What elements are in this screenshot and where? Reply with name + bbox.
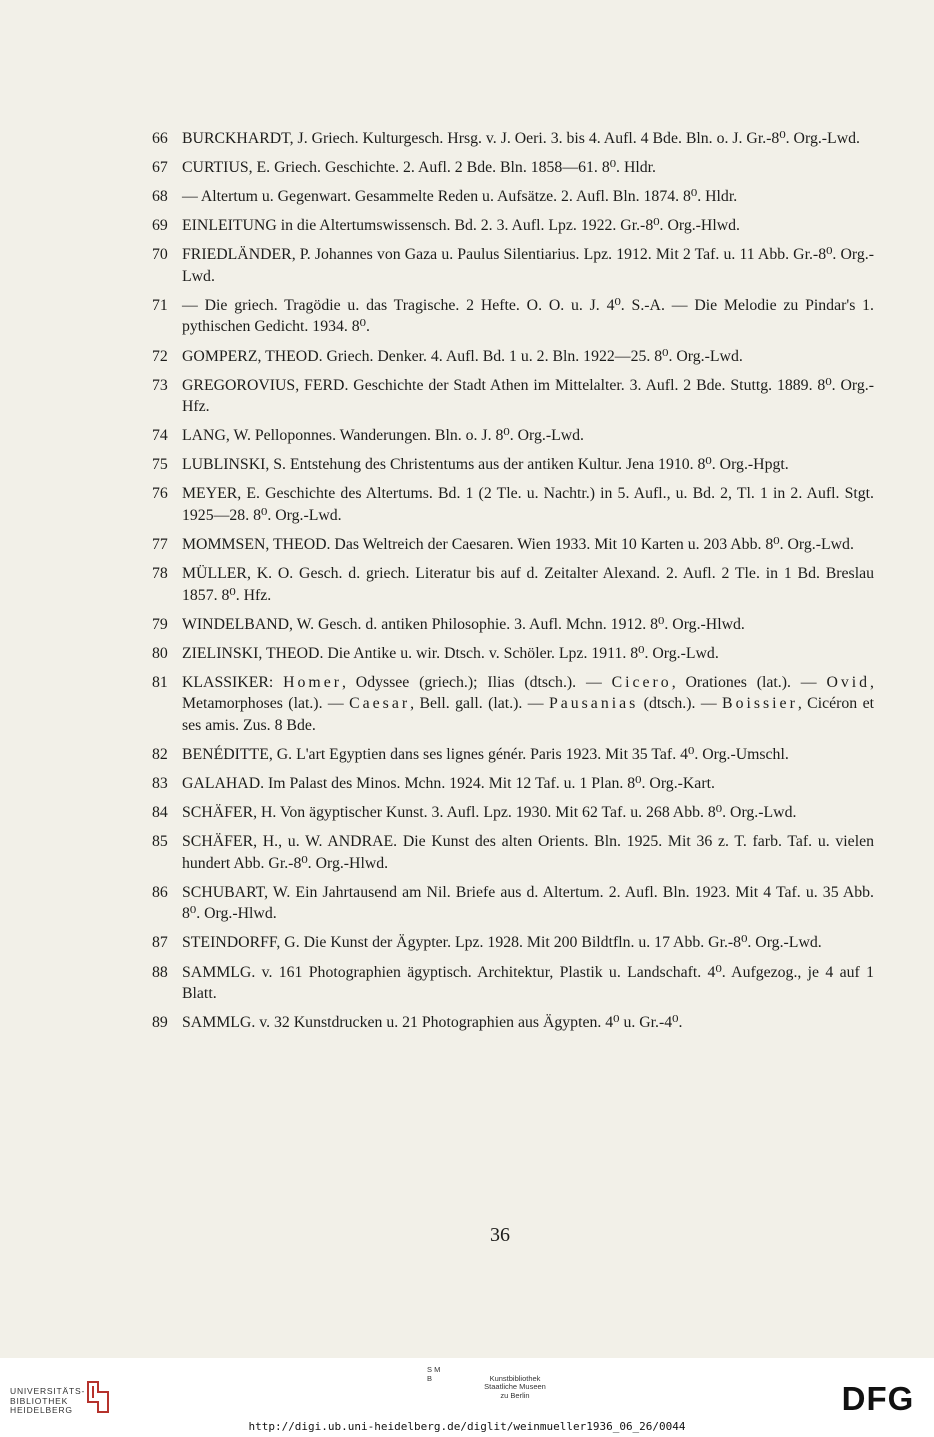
entry-number: 70 xyxy=(152,246,168,264)
entry-number: 67 xyxy=(152,159,168,177)
entry-text-part: , Odyssee (griech.); Ilias (dtsch.). — xyxy=(342,673,612,691)
entry-number: 89 xyxy=(152,1014,168,1032)
catalog-entry xyxy=(152,186,874,208)
source-url[interactable]: http://digi.ub.uni-heidelberg.de/diglit/weinmueller1936_06_26/0044 xyxy=(248,1420,686,1433)
entry-number: 66 xyxy=(152,130,168,147)
catalog-entry xyxy=(152,882,874,925)
catalog-entry xyxy=(152,672,874,737)
entry-number: 76 xyxy=(152,485,168,503)
entry-number: 86 xyxy=(152,883,168,901)
entry-text: MOMMSEN, THEOD. Das Weltreich der Caesaren. Wien 1933. Mit 10 Karten u. 203 Abb. 8⁰. Org.-Lwd. xyxy=(182,536,854,554)
entry-number: 87 xyxy=(152,934,168,952)
spaced-author: Homer xyxy=(283,673,342,691)
catalog-entry xyxy=(152,346,874,368)
library-name-line: HEIDELBERG xyxy=(10,1405,73,1415)
entry-text: GREGOROVIUS, FERD. Geschichte der Stadt Athen im Mittelalter. 3. Aufl. 2 Bde. Stuttg. 1889. 8⁰. Org.-Hfz. xyxy=(182,376,874,416)
entry-number: 77 xyxy=(152,536,168,554)
entry-text-part: , Metamorphoses (lat.). — xyxy=(182,673,874,713)
entry-text: ZIELINSKI, THEOD. Die Antike u. wir. Dtsch. v. Schöler. Lpz. 1911. 8⁰. Org.-Lwd. xyxy=(182,644,719,662)
entry-number: 82 xyxy=(152,746,168,763)
catalog-entry xyxy=(152,244,874,287)
entry-text: MÜLLER, K. O. Gesch. d. griech. Literatur bis auf d. Zeitalter Alexand. 2. Aufl. 2 Tle. in 1 Bd. Breslau 1857. 8⁰. Hfz. xyxy=(182,565,874,604)
entry-number: 75 xyxy=(152,456,168,474)
catalog-entry xyxy=(152,744,874,766)
catalog-entry xyxy=(152,932,874,954)
entry-number: 73 xyxy=(152,376,168,394)
catalog-entry xyxy=(152,215,874,237)
entry-text: EINLEITUNG in die Altertumswissensch. Bd. 2. 3. Aufl. Lpz. 1922. Gr.-8⁰. Org.-Hlwd. xyxy=(182,217,740,235)
entry-text xyxy=(182,674,874,734)
museum-name xyxy=(455,1366,575,1400)
entry-text: LUBLINSKI, S. Entstehung des Christentums aus der antiken Kultur. Jena 1910. 8⁰. Org.-Hpgt. xyxy=(182,456,789,474)
catalog-entry xyxy=(152,295,874,338)
entry-text-part: , Bell. gall. (lat.). — xyxy=(410,695,549,713)
entry-number: 84 xyxy=(152,804,168,822)
spaced-author: Caesar xyxy=(349,695,411,713)
page-number: 36 xyxy=(490,1224,510,1246)
catalog-entry xyxy=(152,157,874,179)
entry-number: 78 xyxy=(152,565,168,583)
entry-text: SCHÄFER, H. Von ägyptischer Kunst. 3. Aufl. Lpz. 1930. Mit 62 Taf. u. 268 Abb. 8⁰. Org.-Lwd. xyxy=(182,804,797,822)
library-name-line: BIBLIOTHEK xyxy=(10,1395,69,1406)
entry-number: 79 xyxy=(152,615,168,633)
museum-mark-line: B xyxy=(427,1373,433,1383)
entry-text: SCHUBART, W. Ein Jahrtausend am Nil. Briefe aus d. Altertum. 2. Aufl. Bln. 1923. Mit 4 Taf. u. 35 Abb. 8⁰. Org.-Hlwd. xyxy=(182,883,874,923)
catalog-entry xyxy=(152,375,874,418)
museum-name-line: Staatliche Museen xyxy=(484,1382,546,1392)
entry-text: CURTIUS, E. Griech. Geschichte. 2. Aufl. 2 Bde. Bln. 1858—61. 8⁰. Hldr. xyxy=(182,159,656,177)
library-name xyxy=(10,1387,85,1416)
catalog-entry xyxy=(152,773,874,795)
entry-list xyxy=(152,128,874,1034)
catalog-entry xyxy=(152,534,874,556)
catalog-entry xyxy=(152,425,874,447)
catalog-entry xyxy=(152,831,874,874)
catalog-entry xyxy=(152,643,874,665)
entry-text: GALAHAD. Im Palast des Minos. Mchn. 1924. Mit 12 Taf. u. 1 Plan. 8⁰. Org.-Kart. xyxy=(182,775,715,793)
entry-number: 80 xyxy=(152,644,168,662)
entry-number: 85 xyxy=(152,833,168,851)
catalog-entry xyxy=(152,1012,874,1034)
museum-name-line: Kunstbibliothek xyxy=(489,1373,541,1383)
footer xyxy=(0,1358,934,1437)
catalog-entry xyxy=(152,483,874,526)
entry-text-part: , Cicéron et ses amis. Zus. 8 Bde. xyxy=(182,695,874,734)
entry-text: — Altertum u. Gegenwart. Gesammelte Reden u. Aufsätze. 2. Aufl. Bln. 1874. 8⁰. Hldr. xyxy=(182,188,738,206)
catalog-entry xyxy=(152,563,874,606)
entry-text: GOMPERZ, THEOD. Griech. Denker. 4. Aufl. Bd. 1 u. 2. Bln. 1922—25. 8⁰. Org.-Lwd. xyxy=(182,347,743,365)
catalog-entry xyxy=(152,614,874,636)
library-logo-icon xyxy=(84,1378,112,1416)
entry-number: 74 xyxy=(152,427,168,445)
entry-number: 71 xyxy=(152,296,168,314)
spaced-author: Cicero xyxy=(611,673,672,691)
entry-text: MEYER, E. Geschichte des Altertums. Bd. 1 (2 Tle. u. Nachtr.) in 5. Aufl., u. Bd. 2, Tl. 1 in 2. Aufl. Stgt. 1925—28. 8⁰. Org.-Lwd. xyxy=(182,485,874,524)
entry-text: WINDELBAND, W. Gesch. d. antiken Philosophie. 3. Aufl. Mchn. 1912. 8⁰. Org.-Hlwd. xyxy=(182,615,745,633)
entry-number: 68 xyxy=(152,188,168,206)
dfg-logo-text: DFG xyxy=(841,1382,915,1414)
entry-text: BENÉDITTE, G. L'art Egyptien dans ses lignes génér. Paris 1923. Mit 35 Taf. 4⁰. Org.-Umschl. xyxy=(182,746,789,763)
entry-text: FRIEDLÄNDER, P. Johannes von Gaza u. Paulus Silentiarius. Lpz. 1912. Mit 2 Taf. u. 11 Abb. Gr.-8⁰. Org.-Lwd. xyxy=(182,246,874,285)
entry-number: 83 xyxy=(152,775,168,793)
entry-number: 69 xyxy=(152,217,168,235)
entry-text: BURCKHARDT, J. Griech. Kulturgesch. Hrsg. v. J. Oeri. 3. bis 4. Aufl. 4 Bde. Bln. o. J. Gr.-8⁰. Org.-Lwd. xyxy=(182,130,860,147)
entry-text-part: (dtsch.). — xyxy=(638,695,723,713)
museum-name-line: zu Berlin xyxy=(500,1390,530,1400)
spaced-author: Pausanias xyxy=(548,695,639,713)
entry-text-part: , Orationes (lat.). — xyxy=(671,673,827,691)
spaced-author: Boissier xyxy=(722,695,798,713)
entry-text: — Die griech. Tragödie u. das Tragische. 2 Hefte. O. O. u. J. 4⁰. S.-A. — Die Melodie zu Pindar's 1. pythischen Gedicht. 1934. 8⁰. xyxy=(182,296,874,336)
museum-mark xyxy=(427,1366,443,1396)
entry-text: STEINDORFF, G. Die Kunst der Ägypter. Lpz. 1928. Mit 200 Bildtfln. u. 17 Abb. Gr.-8⁰. Org.-Lwd. xyxy=(182,934,822,952)
catalog-entry xyxy=(152,454,874,476)
entry-text: SCHÄFER, H., u. W. ANDRAE. Die Kunst des alten Orients. Bln. 1925. Mit 36 z. T. farb. Taf. u. vielen hundert Abb. Gr.-8⁰. Org.-Hlwd. xyxy=(182,833,874,872)
entry-number: 81 xyxy=(152,673,168,691)
entry-text: LANG, W. Pelloponnes. Wanderungen. Bln. o. J. 8⁰. Org.-Lwd. xyxy=(182,427,585,445)
entry-text: SAMMLG. v. 161 Photographien ägyptisch. Architektur, Plastik u. Landschaft. 4⁰. Aufgezog., je 4 auf 1 Blatt. xyxy=(182,963,874,1003)
library-name-line: UNIVERSITÄTS- xyxy=(10,1386,86,1396)
catalog-entry xyxy=(152,962,874,1005)
catalog-entry xyxy=(152,128,874,150)
dfg-logo xyxy=(832,1382,924,1414)
entry-number: 72 xyxy=(152,347,168,365)
spaced-author: Ovid xyxy=(826,673,871,691)
catalog-entry xyxy=(152,802,874,824)
entry-text-part: KLASSIKER: xyxy=(182,673,284,691)
entry-number: 88 xyxy=(152,963,168,981)
entry-text: SAMMLG. v. 32 Kunstdrucken u. 21 Photographien aus Ägypten. 4⁰ u. Gr.-4⁰. xyxy=(182,1014,683,1032)
museum-mark-line: S M xyxy=(427,1365,441,1374)
